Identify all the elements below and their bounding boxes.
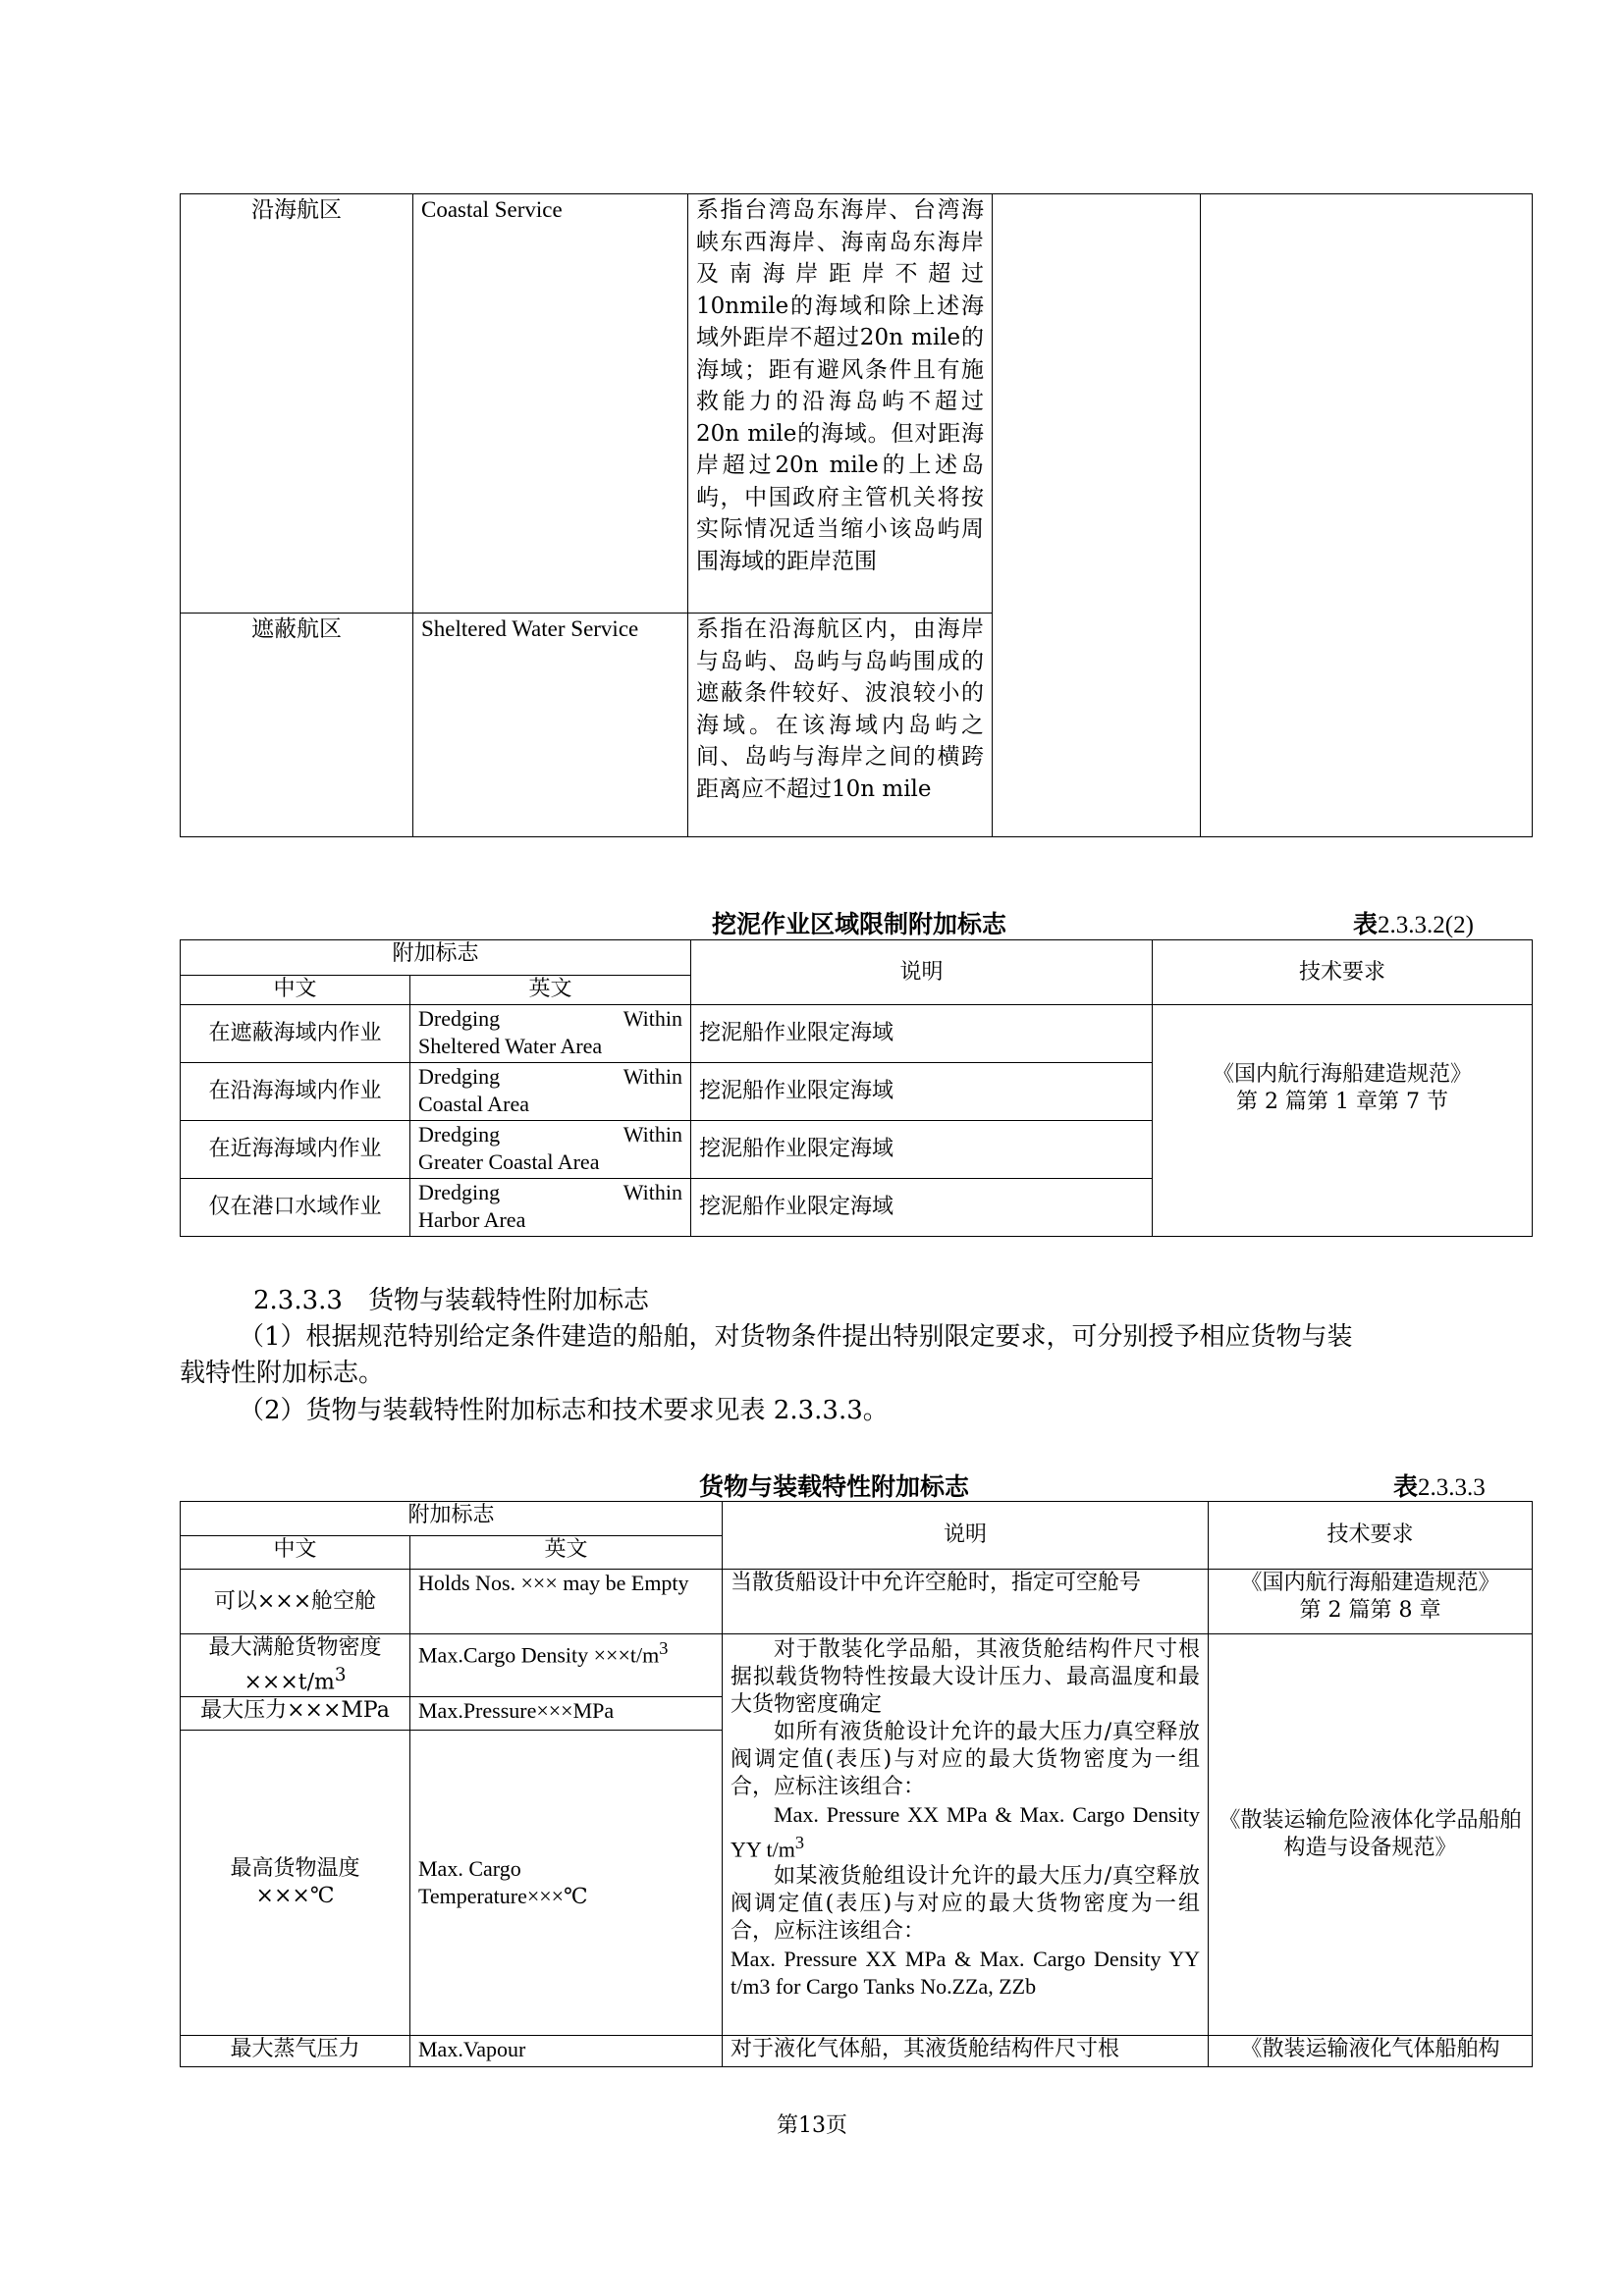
header-req: 技术要求 [1209,1502,1533,1570]
notation-en: Dredging Within Sheltered Water Area [410,1005,691,1063]
table-row [181,2036,1533,2067]
notation-en: Max.Cargo Density $\times\times\times t/m^3$ [410,1634,723,1697]
notation-desc: 对于液化气体船，其液货舱结构件尺寸根 [723,2036,1209,2067]
section-paragraph-1a: （1）根据规范特别给定条件建造的船舶，对货物条件提出特别限定要求，可分别授予相应货物与装 [239,1322,1353,1352]
notation-desc: 挖泥船作业限定海域 [691,1121,1153,1179]
area-name-zh: 遮蔽航区 [181,614,413,837]
notation-req: 《散装运输液化气体船舶构 [1209,2036,1533,2067]
service-area-table [180,193,1533,837]
section-paragraph-2: （2）货物与装载特性附加标志和技术要求见表 2.3.3.3。 [239,1396,889,1425]
section-heading: 2.3.3.3 货物与装载特性附加标志 [253,1286,649,1315]
table-row [181,1005,1533,1063]
notation-en: Max. Cargo Temperature×××℃ [410,1731,723,2036]
notation-zh: 在沿海海域内作业 [181,1063,410,1121]
notation-zh: 在近海海域内作业 [181,1121,410,1179]
area-name-en: Coastal Service [413,194,688,614]
table-row [181,1570,1533,1634]
notation-desc: 挖泥船作业限定海域 [691,1179,1153,1237]
header-desc: 说明 [691,940,1153,1005]
notation-en: Max.Vapour [410,2036,723,2067]
area-name-zh: 沿海航区 [181,194,413,614]
notation-en: Holds Nos. ××× may be Empty [410,1570,723,1634]
empty-cell [1201,194,1533,837]
table-number: 表2.3.3.2(2) [1353,910,1474,938]
header-zh: 中文 [181,976,410,1005]
header-en: 英文 [410,1536,723,1570]
chemical-description: 对于散装化学品船，其液货舱结构件尺寸根据拟载货物特性按最大设计压力、最高温度和最大货物密度确定 如所有液货舱设计允许的最大压力/真空释放阀调定值(表压)与对应的最大货物密度为一组合，应标注该组合： Max. Pressure XX MPa & Max. Cargo Density YY $t/m^3$ 如某液货舱组设计允许的最大压力/真空释放阀调定值(表压)与对应的最大货物密度为一组合，应标注该组合： Max. Pressure XX MPa & Max. Cargo Density YY t/m3 for Cargo Tanks No.ZZa, ZZb [723,1634,1209,2036]
notation-zh: 最大压力×××MPa [181,1697,410,1731]
header-zh: 中文 [181,1536,410,1570]
notation-req: 《国内航行海船建造规范》 第 2 篇第 1 章第 7 节 [1153,1005,1533,1237]
notation-zh: 最大满舱货物密度$\times\times\times t/m^3$ [181,1634,410,1697]
notation-zh: 仅在港口水域作业 [181,1179,410,1237]
table-caption: 货物与装载特性附加标志 [699,1472,970,1501]
header-group: 附加标志 [181,940,691,976]
header-group: 附加标志 [181,1502,723,1536]
notation-en: Dredging Within Harbor Area [410,1179,691,1237]
page-number: 第13页 [777,2113,847,2138]
cargo-notation-table [180,1501,1533,2067]
section-paragraph-1b: 载特性附加标志。 [180,1359,385,1388]
header-desc: 说明 [723,1502,1209,1570]
notation-en: Dredging Within Coastal Area [410,1063,691,1121]
empty-cell [993,194,1201,837]
notation-zh: 最大蒸气压力 [181,2036,410,2067]
notation-desc: 挖泥船作业限定海域 [691,1063,1153,1121]
notation-zh: 最高货物温度 ×××℃ [181,1731,410,2036]
header-row [181,1502,1533,1536]
dredging-notation-table [180,939,1533,1237]
table-row [181,194,1533,614]
notation-desc: 当散货船设计中允许空舱时，指定可空舱号 [723,1570,1209,1634]
area-description: 系指在沿海航区内，由海岸与岛屿、岛屿与岛屿围成的遮蔽条件较好、波浪较小的海域。在该海域内岛屿之间、岛屿与海岸之间的横跨距离应不超过10n mile [688,614,993,837]
table-number: 表2.3.3.3 [1393,1472,1486,1501]
notation-desc: 挖泥船作业限定海域 [691,1005,1153,1063]
notation-zh: 在遮蔽海域内作业 [181,1005,410,1063]
notation-zh: 可以×××舱空舱 [181,1570,410,1634]
header-en: 英文 [410,976,691,1005]
notation-en: Max.Pressure×××MPa [410,1697,723,1731]
area-description: 系指台湾岛东海岸、台湾海峡东西海岸、海南岛东海岸及南海岸距岸不超过10nmile的海域和除上述海域外距岸不超过20n mile的海域；距有避风条件且有施救能力的沿海岛屿不超过20n mile的海域。但对距海岸超过20n mile的上述岛屿，中国政府主管机关将按实际情况适当缩小该岛屿周围海域的距岸范围 [688,194,993,614]
header-req: 技术要求 [1153,940,1533,1005]
table-caption: 挖泥作业区域限制附加标志 [712,910,1007,938]
chemical-req: 《散装运输危险液体化学品船舶构造与设备规范》 [1209,1634,1533,2036]
header-row [181,940,1533,976]
notation-req: 《国内航行海船建造规范》 第 2 篇第 8 章 [1209,1570,1533,1634]
area-name-en: Sheltered Water Service [413,614,688,837]
table-row [181,1634,1533,1697]
notation-en: Dredging Within Greater Coastal Area [410,1121,691,1179]
